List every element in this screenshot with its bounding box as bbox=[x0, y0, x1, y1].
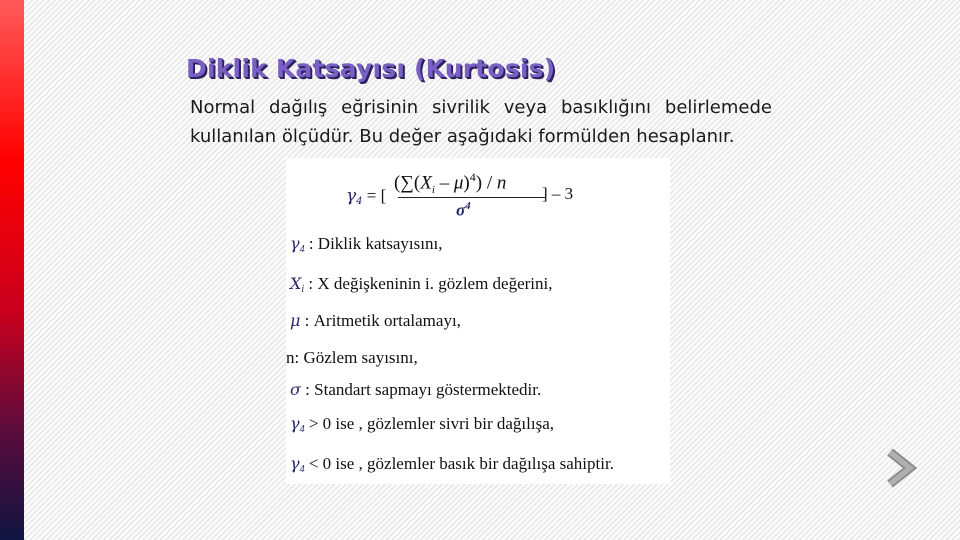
def-subscript: i bbox=[301, 284, 305, 295]
numerator-mu: μ bbox=[453, 172, 464, 194]
definition-line bbox=[290, 454, 614, 475]
numerator-minus: – bbox=[434, 172, 454, 194]
def-symbol: X bbox=[290, 274, 302, 293]
gamma-subscript: 4 bbox=[356, 196, 363, 207]
numerator-close: ) bbox=[463, 172, 470, 194]
def-text: : Diklik katsayısını, bbox=[304, 234, 443, 253]
gamma-symbol: γ bbox=[346, 186, 357, 206]
numerator-x: X bbox=[420, 172, 432, 194]
def-symbol: σ bbox=[290, 380, 301, 399]
definition-line bbox=[290, 311, 461, 332]
definition-line bbox=[290, 234, 442, 255]
formula-denominator bbox=[456, 200, 471, 221]
side-accent-bar bbox=[0, 0, 24, 540]
def-symbol: μ bbox=[290, 311, 301, 330]
def-text: : Standart sapmayı göstermektedir. bbox=[300, 380, 542, 399]
fraction-line bbox=[398, 197, 546, 198]
def-subscript: 4 bbox=[299, 244, 305, 255]
numerator-power: 4 bbox=[469, 170, 476, 184]
definition-line bbox=[290, 414, 554, 435]
def-text: : X değişkeninin i. gözlem değerini, bbox=[304, 274, 553, 293]
slide-title: Diklik Katsayısı (Kurtosis) bbox=[186, 54, 556, 83]
equals-bracket: = [ bbox=[362, 186, 387, 205]
def-subscript: 4 bbox=[299, 424, 305, 435]
def-text: : Aritmetik ortalamayı, bbox=[300, 311, 461, 330]
denominator-sigma: σ bbox=[456, 200, 466, 220]
numerator-divide: ) / bbox=[475, 172, 497, 194]
definition-line bbox=[290, 380, 541, 401]
formula-numerator bbox=[394, 170, 506, 196]
chevron-right-icon[interactable] bbox=[884, 448, 920, 488]
def-symbol: γ bbox=[290, 234, 300, 253]
definition-line bbox=[286, 348, 418, 369]
def-text: > 0 ise , gözlemler sivri bir dağılışa, bbox=[304, 414, 554, 433]
def-text: n: Gözlem sayısını, bbox=[286, 348, 418, 367]
formula-lhs bbox=[346, 186, 386, 207]
denominator-power: 4 bbox=[465, 200, 471, 212]
formula-tail: ] – 3 bbox=[542, 184, 574, 203]
def-symbol: γ bbox=[290, 454, 300, 473]
def-text: < 0 ise , gözlemler basık bir dağılışa sahiptir. bbox=[304, 454, 614, 473]
def-symbol: γ bbox=[290, 414, 300, 433]
numerator-x-sub: i bbox=[431, 184, 435, 197]
intro-paragraph: Normal dağılış eğrisinin sivrilik veya basıklığını belirlemede kullanılan ölçüdür. Bu değer aşağıdaki formülden hesaplanır. bbox=[190, 97, 772, 147]
numerator-n: n bbox=[496, 172, 507, 194]
def-subscript: 4 bbox=[299, 464, 305, 475]
numerator-open: (∑( bbox=[394, 172, 421, 194]
definition-line bbox=[290, 274, 553, 295]
kurtosis-formula bbox=[286, 158, 670, 228]
formula-image bbox=[286, 158, 670, 484]
